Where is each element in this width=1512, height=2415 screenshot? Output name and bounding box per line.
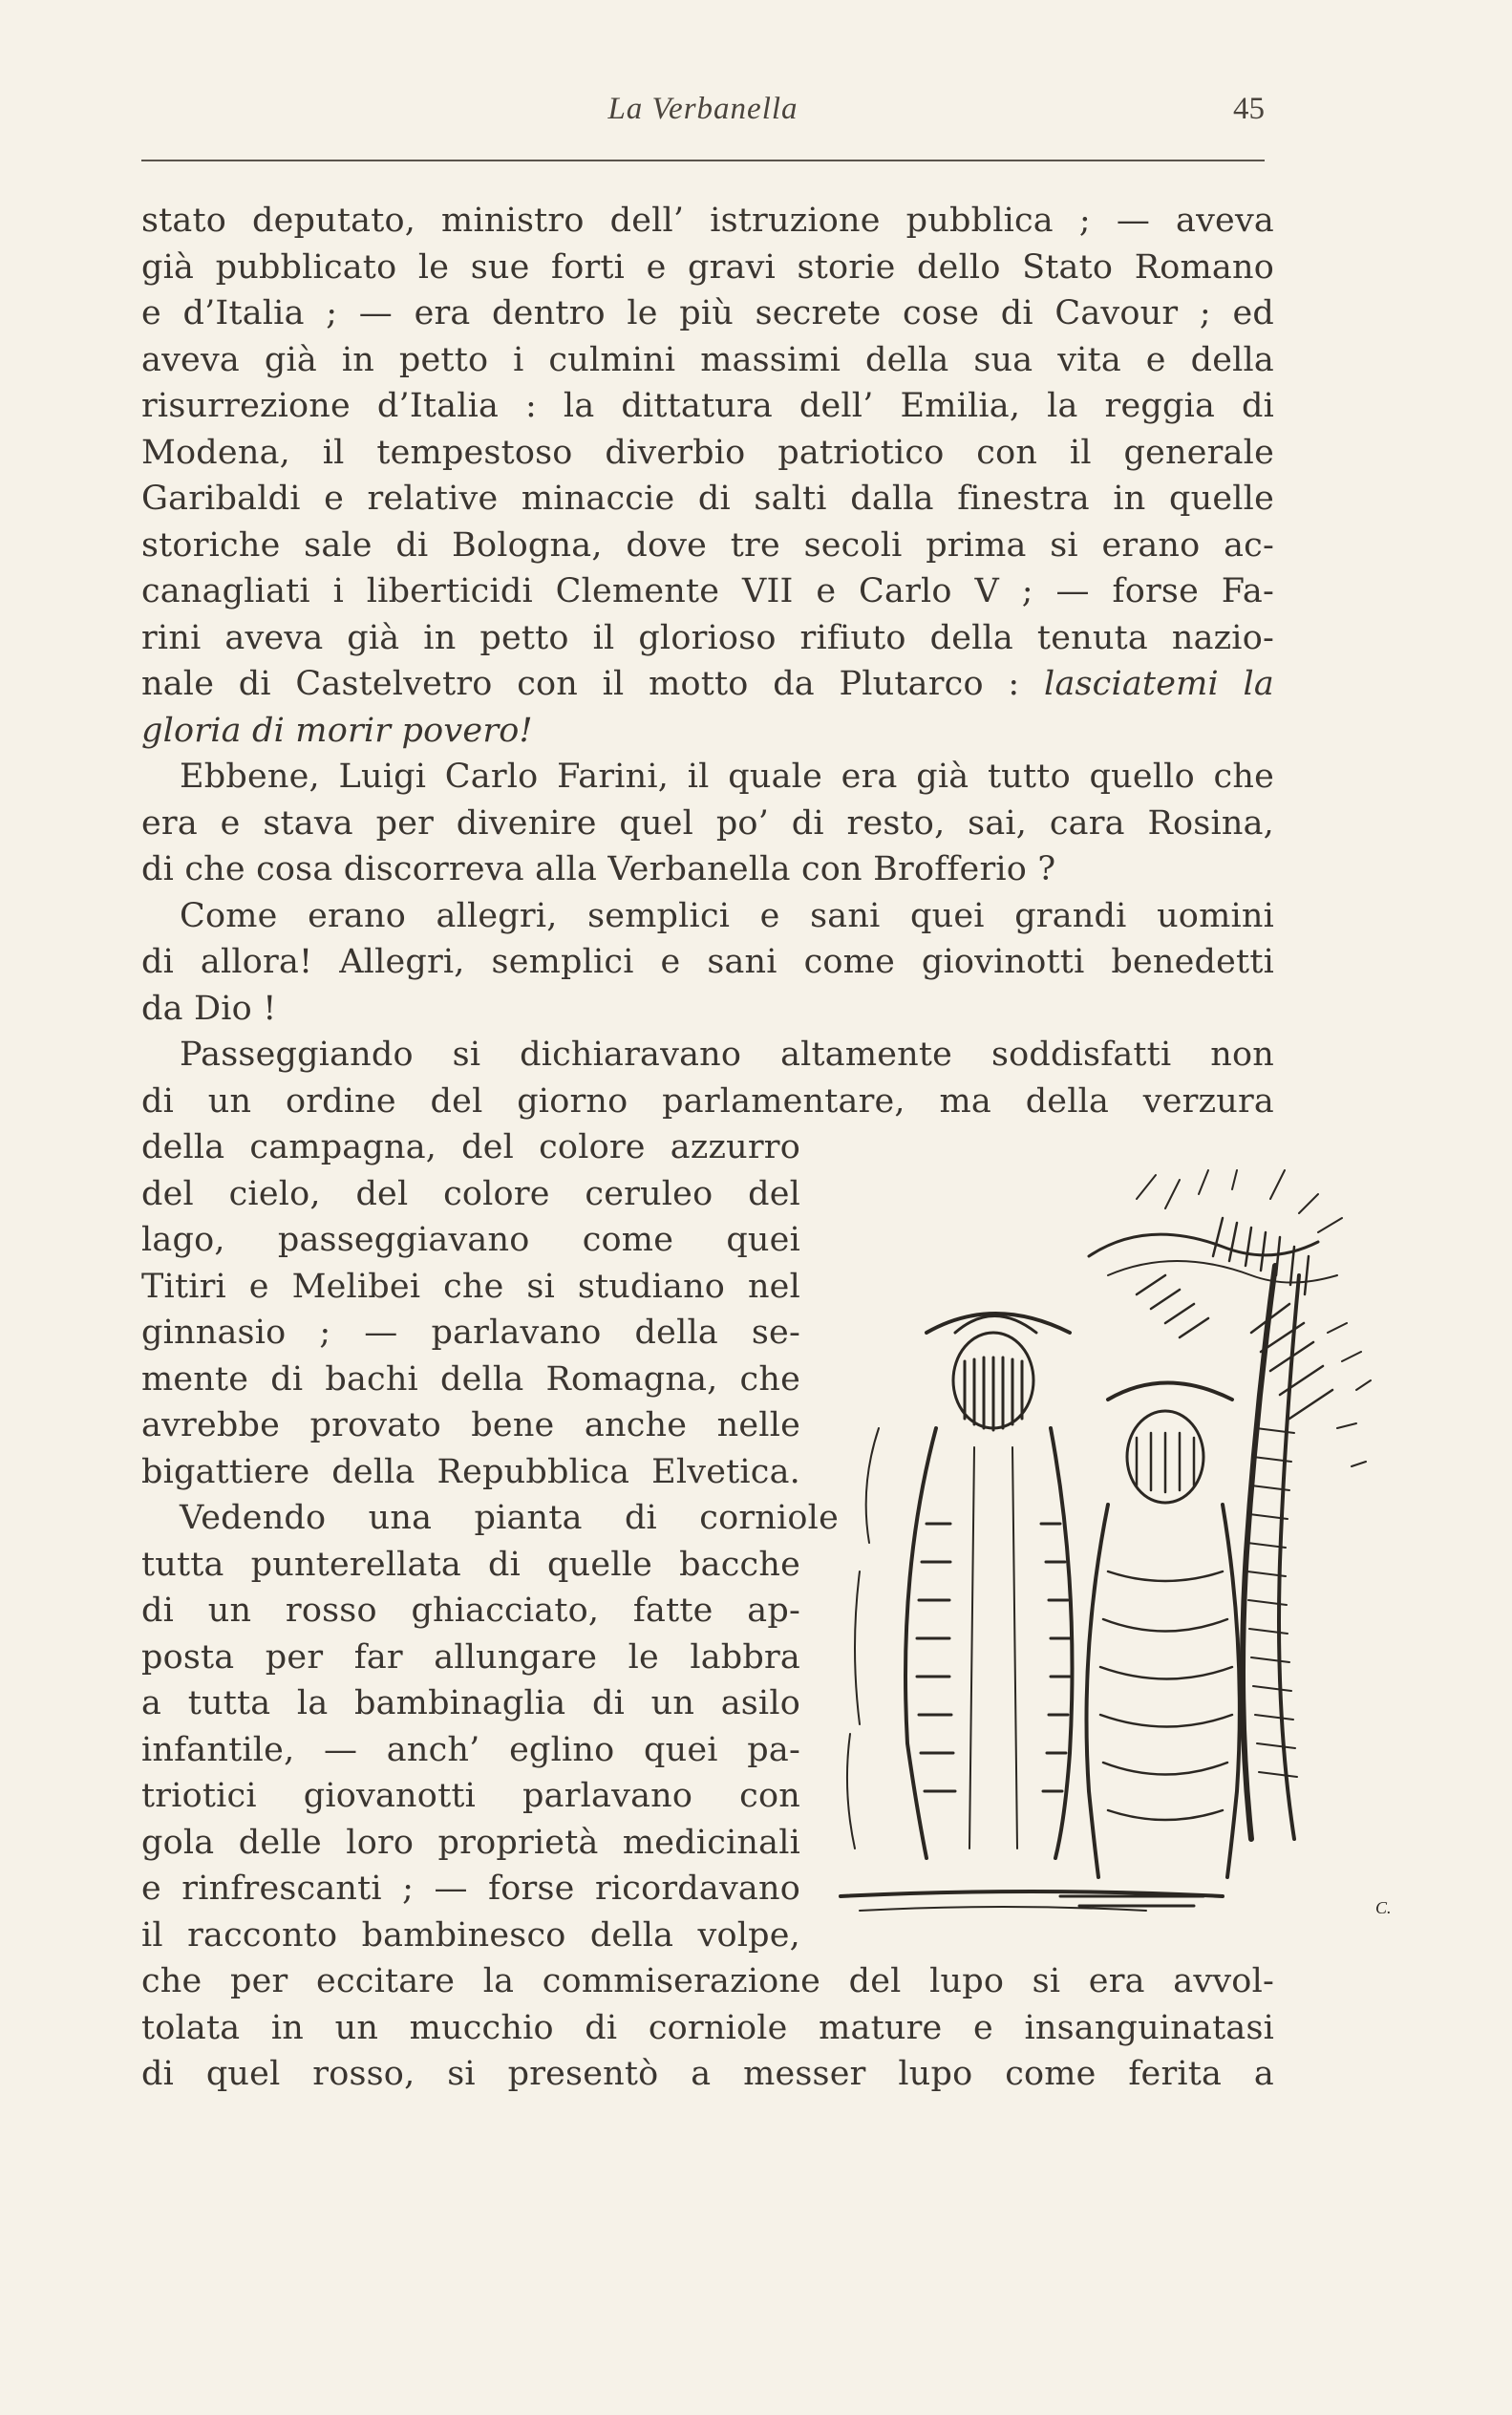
text-line: Titiri e Melibei che si studiano nel — [141, 1267, 800, 1306]
text-line: era e stava per divenire quel po’ di resto, sai, cara Rosina, — [141, 803, 1274, 843]
text-line: bigattiere della Repubblica Elvetica. — [141, 1452, 800, 1491]
header-rule — [141, 160, 1265, 161]
text-line: triotici giovanotti parlavano con — [141, 1777, 800, 1815]
text-line — [141, 661, 1274, 708]
text-line: gola delle loro proprietà medicinali — [141, 1823, 800, 1862]
text-line: di quel rosso, si presentò a messer lupo come ferita a — [141, 2055, 1274, 2093]
text-line: aveva già in petto i culmini massimi della sua vita e della — [141, 340, 1274, 379]
text-line: avrebbe provato bene anche nelle — [141, 1406, 800, 1444]
text-line: posta per far allungare le labbra — [141, 1637, 800, 1677]
text-line: e d’Italia ; — era dentro le più secrete cose di Cavour ; ed — [141, 294, 1274, 332]
text-line: di un ordine del giorno parlamentare, ma della verzura — [141, 1081, 1274, 1121]
text-line: della campagna, del colore azzurro — [141, 1128, 800, 1166]
engraving-illustration — [821, 1142, 1395, 1934]
running-title: La Verbanella — [607, 92, 799, 126]
text-line: di allora! Allegri, semplici e sani come giovinotti benedetti — [141, 943, 1274, 981]
text-line: di che cosa discorreva alla Verbanella con Brofferio ? — [141, 850, 1056, 888]
text-line: tutta punterellata di quelle bacche — [141, 1545, 800, 1584]
text-line: a tutta la bambinaglia di un asilo — [141, 1684, 800, 1722]
italic-quote: lasciatemi la — [1044, 665, 1274, 703]
figures-under-tree-drawing — [821, 1142, 1395, 1934]
text-line: rini aveva già in petto il glorioso rifiuto della tenuta nazio- — [141, 618, 1274, 657]
page-number: 45 — [1233, 92, 1265, 126]
text-line: il racconto bambinesco della volpe, — [141, 1915, 800, 1955]
text-line: infantile, — anch’ eglino quei pa- — [141, 1730, 800, 1769]
text-line: ginnasio ; — parlavano della se- — [141, 1314, 800, 1352]
text-segment: nale di Castelvetro con il motto da Plutarco : — [141, 665, 1020, 703]
text-line: tolata in un mucchio di corniole mature e insanguinatasi — [141, 2008, 1274, 2047]
text-line: mente di bachi della Romagna, che — [141, 1359, 800, 1399]
text-line: Passeggiando si dichiaravano altamente soddisfatti non — [180, 1036, 1274, 1074]
text-line: Garibaldi e relative minaccie di salti dalla finestra in quelle — [141, 480, 1274, 518]
text-line: Come erano allegri, semplici e sani quei grandi uomini — [180, 896, 1274, 935]
running-head — [141, 92, 1265, 134]
text-line: e rinfrescanti ; — forse ricordavano — [141, 1870, 800, 1908]
text-line: Ebbene, Luigi Carlo Farini, il quale era già tutto quello che — [180, 758, 1274, 796]
text-line: già pubblicato le sue forti e gravi storie dello Stato Romano — [141, 247, 1274, 287]
text-line: lago, passeggiavano come quei — [141, 1221, 800, 1259]
text-line: di un rosso ghiacciato, fatte ap- — [141, 1592, 800, 1630]
text-line: risurrezione d’Italia : la dittatura dell’ Emilia, la reggia di — [141, 387, 1274, 425]
text-line: stato deputato, ministro dell’ istruzione pubblica ; — aveva — [141, 202, 1274, 240]
text-line: da Dio ! — [141, 989, 277, 1028]
text-line: Vedendo una pianta di corniole — [180, 1499, 839, 1537]
text-line: canagliati i liberticidi Clemente VII e Carlo V ; — forse Fa- — [141, 572, 1274, 610]
text-line: che per eccitare la commiserazione del lupo si era avvol- — [141, 1962, 1274, 2000]
text-line: Modena, il tempestoso diverbio patriotico con il generale — [141, 433, 1274, 472]
text-line: del cielo, del colore ceruleo del — [141, 1174, 800, 1213]
artist-signature: C. — [1375, 1898, 1392, 1917]
text-line: storiche sale di Bologna, dove tre secoli prima si erano ac- — [141, 525, 1274, 565]
italic-quote-end: gloria di morir povero! — [141, 711, 533, 750]
